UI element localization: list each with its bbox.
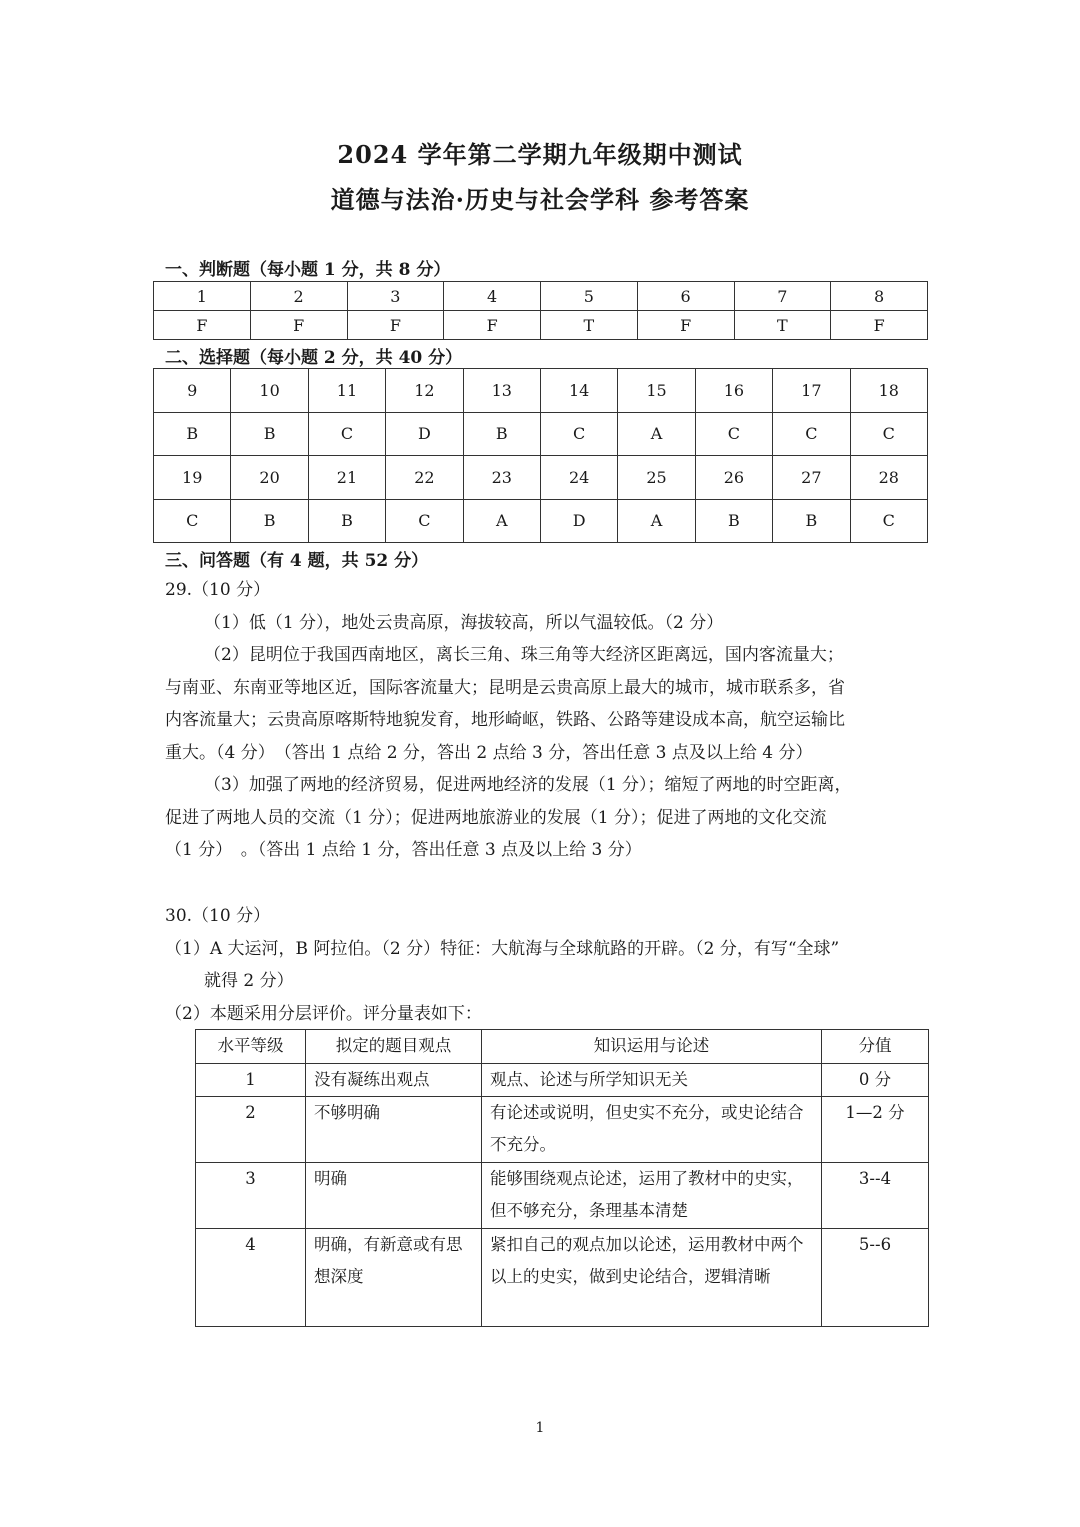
mc-answer: A [618, 412, 695, 456]
section2-heading: 二、选择题（每小题 2 分，共 40 分） [165, 348, 463, 368]
mc-number: 27 [773, 456, 850, 500]
tf-answer: T [541, 311, 638, 340]
mc-number-row [154, 456, 928, 500]
mc-answer-row [154, 412, 928, 456]
rubric-header-level: 水平等级 [196, 1030, 306, 1064]
mc-number: 18 [850, 369, 927, 413]
rubric-argument: 有论述或说明，但史实不充分，或史论结合不充分。 [482, 1097, 822, 1163]
rubric-view: 明确 [306, 1163, 482, 1229]
mc-answer: B [463, 412, 540, 456]
tf-number: 1 [154, 282, 251, 311]
rubric-row [196, 1163, 929, 1229]
tf-number: 8 [831, 282, 928, 311]
rubric-header-view: 拟定的题目观点 [306, 1030, 482, 1064]
mc-number: 17 [773, 369, 850, 413]
mc-number: 19 [154, 456, 231, 500]
mc-answer: A [618, 499, 695, 543]
mc-answer: C [308, 412, 385, 456]
rubric-level: 2 [196, 1097, 306, 1163]
rubric-score: 3--4 [822, 1163, 929, 1229]
mc-answer: C [695, 412, 772, 456]
rubric-row [196, 1097, 929, 1163]
rubric-view: 不够明确 [306, 1097, 482, 1163]
multiple-choice-table [153, 368, 928, 543]
true-false-table [153, 281, 928, 340]
mc-number: 21 [308, 456, 385, 500]
tf-number: 3 [347, 282, 444, 311]
mc-number: 23 [463, 456, 540, 500]
rubric-view: 没有凝练出观点 [306, 1064, 482, 1097]
rubric-table [195, 1029, 929, 1327]
mc-number: 13 [463, 369, 540, 413]
q29-answer-1: （1）低（1 分），地处云贵高原，海拔较高，所以气温较低。（2 分） [204, 613, 724, 633]
q29-answer-2-line: 内客流量大；云贵高原喀斯特地貌发育，地形崎岖，铁路、公路等建设成本高，航空运输比 [165, 710, 845, 730]
mc-answer: A [463, 499, 540, 543]
q29-answer-3-line: （1 分） 。（答出 1 点给 1 分，答出任意 3 点及以上给 3 分） [165, 840, 642, 860]
mc-answer: B [154, 412, 231, 456]
mc-answer: C [850, 412, 927, 456]
rubric-level: 1 [196, 1064, 306, 1097]
q30-answer-2: （2）本题采用分层评价。评分量表如下： [165, 1004, 482, 1024]
rubric-score: 5--6 [822, 1229, 929, 1327]
q29-answer-3-line: 促进了两地人员的交流（1 分）；促进两地旅游业的发展（1 分）；促进了两地的文化交流 [165, 808, 827, 828]
tf-answer: T [734, 311, 831, 340]
q29-answer-2-line: （2）昆明位于我国西南地区，离长三角、珠三角等大经济区距离远，国内客流量大； [204, 645, 844, 665]
page-number: 1 [535, 1420, 545, 1436]
tf-number: 7 [734, 282, 831, 311]
rubric-header-row [196, 1030, 929, 1064]
mc-answer: B [773, 499, 850, 543]
mc-number: 10 [231, 369, 308, 413]
q30-answer-1-line: 就得 2 分） [204, 971, 294, 991]
tf-answer: F [637, 311, 734, 340]
mc-answer: C [540, 412, 617, 456]
rubric-argument: 能够围绕观点论述，运用了教材中的史实，但不够充分，条理基本清楚 [482, 1163, 822, 1229]
tf-answer: F [444, 311, 541, 340]
tf-number-row [154, 282, 928, 311]
mc-number: 16 [695, 369, 772, 413]
mc-answer: B [231, 412, 308, 456]
rubric-header-argument: 知识运用与论述 [482, 1030, 822, 1064]
q29-answer-2-line: 重大。（4 分） （答出 1 点给 2 分，答出 2 点给 3 分，答出任意 3 点及以上给 4 分） [165, 743, 813, 763]
mc-number: 24 [540, 456, 617, 500]
rubric-argument: 观点、论述与所学知识无关 [482, 1064, 822, 1097]
mc-answer: B [695, 499, 772, 543]
mc-number: 14 [540, 369, 617, 413]
rubric-argument: 紧扣自己的观点加以论述，运用教材中两个以上的史实，做到史论结合，逻辑清晰 [482, 1229, 822, 1327]
mc-number: 12 [386, 369, 463, 413]
rubric-row [196, 1229, 929, 1327]
rubric-header-score: 分值 [822, 1030, 929, 1064]
q29-answer-3-line: （3）加强了两地的经济贸易，促进两地经济的发展（1 分）；缩短了两地的时空距离， [204, 775, 852, 795]
tf-answer: F [154, 311, 251, 340]
mc-answer: C [154, 499, 231, 543]
q29-answer-2-line: 与南亚、东南亚等地区近，国际客流量大；昆明是云贵高原上最大的城市，城市联系多，省 [165, 678, 845, 698]
mc-number: 20 [231, 456, 308, 500]
mc-number: 22 [386, 456, 463, 500]
mc-number: 9 [154, 369, 231, 413]
mc-number-row [154, 369, 928, 413]
mc-number: 26 [695, 456, 772, 500]
rubric-row [196, 1064, 929, 1097]
q30-answer-1-line: （1）A 大运河，B 阿拉伯。（2 分）特征：大航海与全球航路的开辟。（2 分，有写“全球” [165, 939, 840, 959]
q30-label: 30.（10 分） [165, 906, 271, 926]
mc-answer: C [773, 412, 850, 456]
mc-number: 28 [850, 456, 927, 500]
q29-label: 29.（10 分） [165, 580, 271, 600]
mc-answer: B [308, 499, 385, 543]
mc-number: 25 [618, 456, 695, 500]
section1-heading: 一、判断题（每小题 1 分，共 8 分） [165, 260, 451, 280]
rubric-level: 3 [196, 1163, 306, 1229]
mc-answer: D [386, 412, 463, 456]
tf-answer: F [831, 311, 928, 340]
tf-answer: F [250, 311, 347, 340]
tf-number: 6 [637, 282, 734, 311]
mc-answer: C [386, 499, 463, 543]
tf-number: 4 [444, 282, 541, 311]
mc-number: 15 [618, 369, 695, 413]
tf-number: 5 [541, 282, 638, 311]
mc-answer: D [540, 499, 617, 543]
section3-heading: 三、问答题（有 4 题，共 52 分） [165, 551, 429, 571]
tf-answer-row [154, 311, 928, 340]
mc-answer-row [154, 499, 928, 543]
rubric-level: 4 [196, 1229, 306, 1327]
document-subtitle: 道德与法治·历史与社会学科 参考答案 [330, 185, 750, 214]
rubric-view: 明确，有新意或有思想深度 [306, 1229, 482, 1327]
mc-answer: B [231, 499, 308, 543]
mc-answer: C [850, 499, 927, 543]
document-title: 2024 学年第二学期九年级期中测试 [337, 140, 743, 169]
mc-number: 11 [308, 369, 385, 413]
rubric-score: 1—2 分 [822, 1097, 929, 1163]
tf-answer: F [347, 311, 444, 340]
tf-number: 2 [250, 282, 347, 311]
rubric-score: 0 分 [822, 1064, 929, 1097]
